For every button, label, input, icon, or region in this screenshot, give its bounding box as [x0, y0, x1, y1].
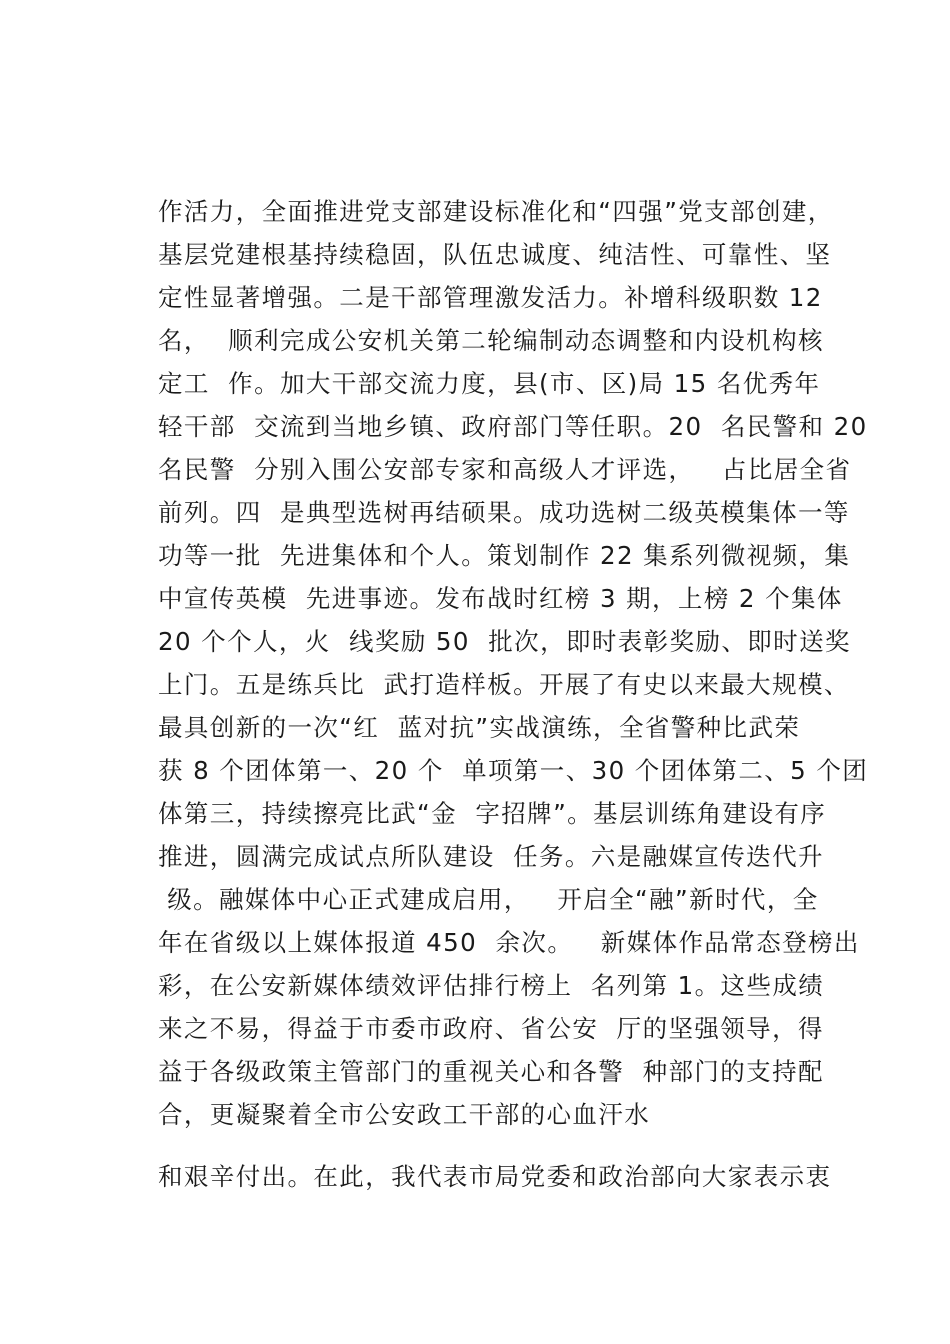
- text-line: 定性显著增强。二是干部管理激发活力。补增科级职数 12: [158, 283, 823, 312]
- text-line: 轻干部 交流到当地乡镇、政府部门等任职。20 名民警和 20: [158, 412, 868, 441]
- text-line: 和艰辛付出。在此，我代表市局党委和政治部向大家表示衷: [158, 1162, 832, 1191]
- text-line: 基层党建根基持续稳固，队伍忠诚度、纯洁性、可靠性、坚: [158, 240, 832, 269]
- text-line: 20 个个人，火 线奖励 50 批次，即时表彰奖励、即时送奖: [158, 627, 851, 656]
- text-line: 获 8 个团体第一、20 个 单项第一、30 个团体第二、5 个团: [158, 756, 869, 785]
- text-line: 中宣传英模 先进事迹。发布战时红榜 3 期，上榜 2 个集体: [158, 584, 843, 613]
- text-line: 年在省级以上媒体报道 450 余次。 新媒体作品常态登榜出: [158, 928, 860, 957]
- text-line: 名民警 分别入围公安部专家和高级人才评选， 占比居全省: [158, 455, 852, 484]
- text-line: 上门。五是练兵比 武打造样板。开展了有史以来最大规模、: [158, 670, 850, 699]
- text-line: 合，更凝聚着全市公安政工干部的心血汗水: [158, 1100, 651, 1129]
- text-line: 益于各级政策主管部门的重视关心和各警 种部门的支持配: [158, 1057, 824, 1086]
- text-line: 作活力，全面推进党支部建设标准化和“四强”党支部创建，: [158, 197, 834, 226]
- text-line: 前列。四 是典型选树再结硕果。成功选树二级英模集体一等: [158, 498, 850, 527]
- text-line: 推进，圆满完成试点所队建设 任务。六是融媒宣传迭代升: [158, 842, 824, 871]
- text-line: 最具创新的一次“红 蓝对抗”实战演练，全省警种比武荣: [158, 713, 801, 742]
- text-line: 功等一批 先进集体和个人。策划制作 22 集系列微视频，集: [158, 541, 851, 570]
- text-line: 定工 作。加大干部交流力度，县(市、区)局 15 名优秀年: [158, 369, 821, 398]
- text-line: 体第三，持续擦亮比武“金 字招牌”。基层训练角建设有序: [158, 799, 827, 828]
- text-line: 来之不易，得益于市委市政府、省公安 厅的坚强领导，得: [158, 1014, 824, 1043]
- text-line: 级。融媒体中心正式建成启用， 开启全“融”新时代，全: [158, 885, 819, 914]
- text-line: 彩，在公安新媒体绩效评估排行榜上 名列第 1。这些成绩: [158, 971, 825, 1000]
- text-line: 名， 顺利完成公安机关第二轮编制动态调整和内设机构核: [158, 326, 824, 355]
